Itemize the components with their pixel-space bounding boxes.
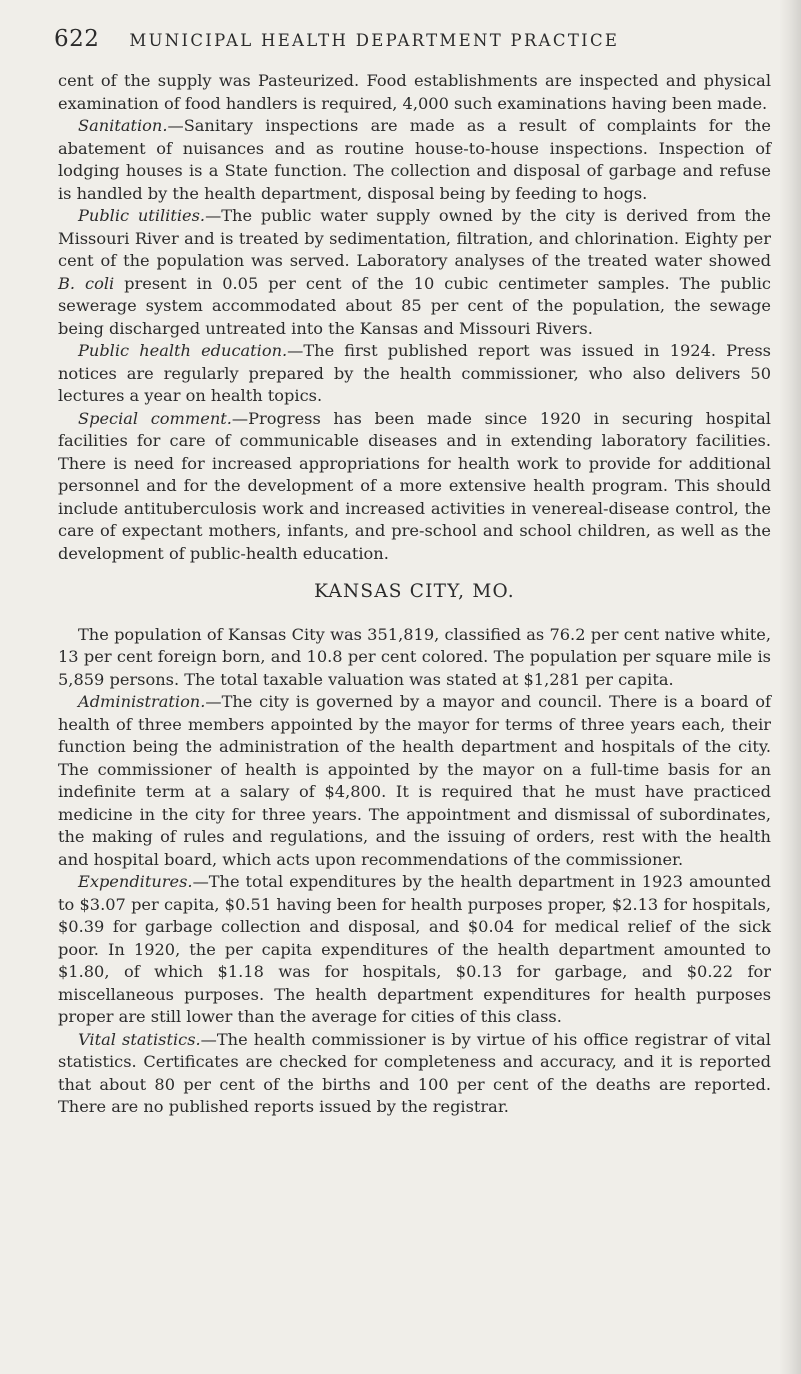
page-edge-shadow	[779, 0, 801, 1374]
administration-paragraph	[58, 691, 771, 871]
expenditures-lead: Expenditures.	[78, 872, 193, 891]
special-comment-lead: Special comment.	[78, 408, 232, 428]
vital-statistics-paragraph	[58, 1029, 771, 1119]
section-heading-kansas-city: KANSAS CITY, MO.	[314, 581, 515, 602]
special-comment-text: —Progress has been made since 1920 in securing hospital facilities for care of communicable diseases and in extending laboratory facilities. There is need for increased appropriations for health work to provide for additional personnel and for the development of a more extensive health program. This should include antituberculosis work and increased activities in venereal-disease control, the care of expectant mothers, infants, and pre-school and school children, as well as the development of public-health education.	[58, 408, 771, 563]
sanitation-paragraph	[58, 115, 771, 205]
vital-statistics-lead: Vital statistics.	[78, 1029, 201, 1049]
kansas-city-intro-text: The population of Kansas City was 351,819, classified as 76.2 per cent native white, 13 per cent foreign born, and 10.8 per cent colored. The population per square mile is 5,859 persons. The total taxable valuation was stated at $1,281 per capita.	[58, 624, 771, 689]
organism-name: B. coli	[58, 273, 115, 293]
continuation-paragraph	[58, 70, 771, 115]
page-number: 622	[54, 26, 100, 52]
special-comment-paragraph	[58, 408, 771, 566]
public-health-education-lead: Public health education.	[78, 341, 288, 360]
running-head	[54, 26, 771, 58]
public-utilities-text-2: present in 0.05 per cent of the 10 cubic centimeter samples. The public sewerage system accommodated about 85 per cent of the population, the sewage being discharged untreated into the Kansas and Missouri Rivers.	[58, 273, 771, 338]
expenditures-paragraph	[58, 871, 771, 1029]
sanitation-lead: Sanitation.	[78, 116, 168, 135]
body-text	[58, 70, 771, 1119]
public-utilities-lead: Public utilities.	[78, 206, 206, 225]
public-health-education-paragraph	[58, 340, 771, 408]
public-utilities-paragraph	[58, 205, 771, 340]
vital-statistics-text: —The health commissioner is by virtue of his office registrar of vital statistics. Certificates are checked for completeness and accuracy, and it is reported that about 80 per cent of the births and 100 per cent of the deaths are reported. There are no published reports issued by the registrar.	[58, 1029, 771, 1116]
continuation-text: cent of the supply was Pasteurized. Food establishments are inspected and physical examination of food handlers is required, 4,000 such examinations having been made.	[58, 71, 771, 113]
running-title: MUNICIPAL HEALTH DEPARTMENT PRACTICE	[129, 31, 620, 50]
expenditures-text: —The total expenditures by the health department in 1923 amounted to $3.07 per capita, $0.51 having been for health purposes proper, $2.13 for hospitals, $0.39 for garbage collection and disposal, and $0.04 for medical relief of the sick poor. In 1920, the per capita expenditures of the health department amounted to $1.80, of which $1.18 was for hospitals, $0.13 for garbage, and $0.22 for miscellaneous purposes. The health department expenditures for health purposes proper are still lower than the average for cities of this class.	[58, 872, 771, 1026]
kansas-city-intro-paragraph	[58, 624, 771, 692]
administration-text: —The city is governed by a mayor and council. There is a board of health of three members appointed by the mayor for terms of three years each, their function being the administration of the health department and hospitals of the city. The commissioner of health is appointed by the mayor on a full-time basis for an indefinite term at a salary of $4,800. It is required that he must have practiced medicine in the city for three years. The appointment and dismissal of subordinates, the making of rules and regulations, and the issuing of orders, rest with the health and hospital board, which acts upon recommendations of the commissioner.	[58, 692, 771, 869]
public-health-education-text: —The first published report was issued in 1924. Press notices are regularly prepared by the health commissioner, who also delivers 50 lectures a year on health topics.	[58, 341, 771, 405]
administration-lead: Administration.	[78, 692, 206, 711]
public-utilities-text-1: —The public water supply owned by the city is derived from the Missouri River and is treated by sedimentation, filtration, and chlorination. Eighty per cent of the population was served. Laboratory analyses of the treated water showed	[58, 206, 771, 270]
sanitation-text: —Sanitary inspections are made as a result of complaints for the abatement of nuisances and as routine house-to-house inspections. Inspection of lodging houses is a State function. The collection and disposal of garbage and refuse is handled by the health department, disposal being by feeding to hogs.	[58, 116, 771, 203]
